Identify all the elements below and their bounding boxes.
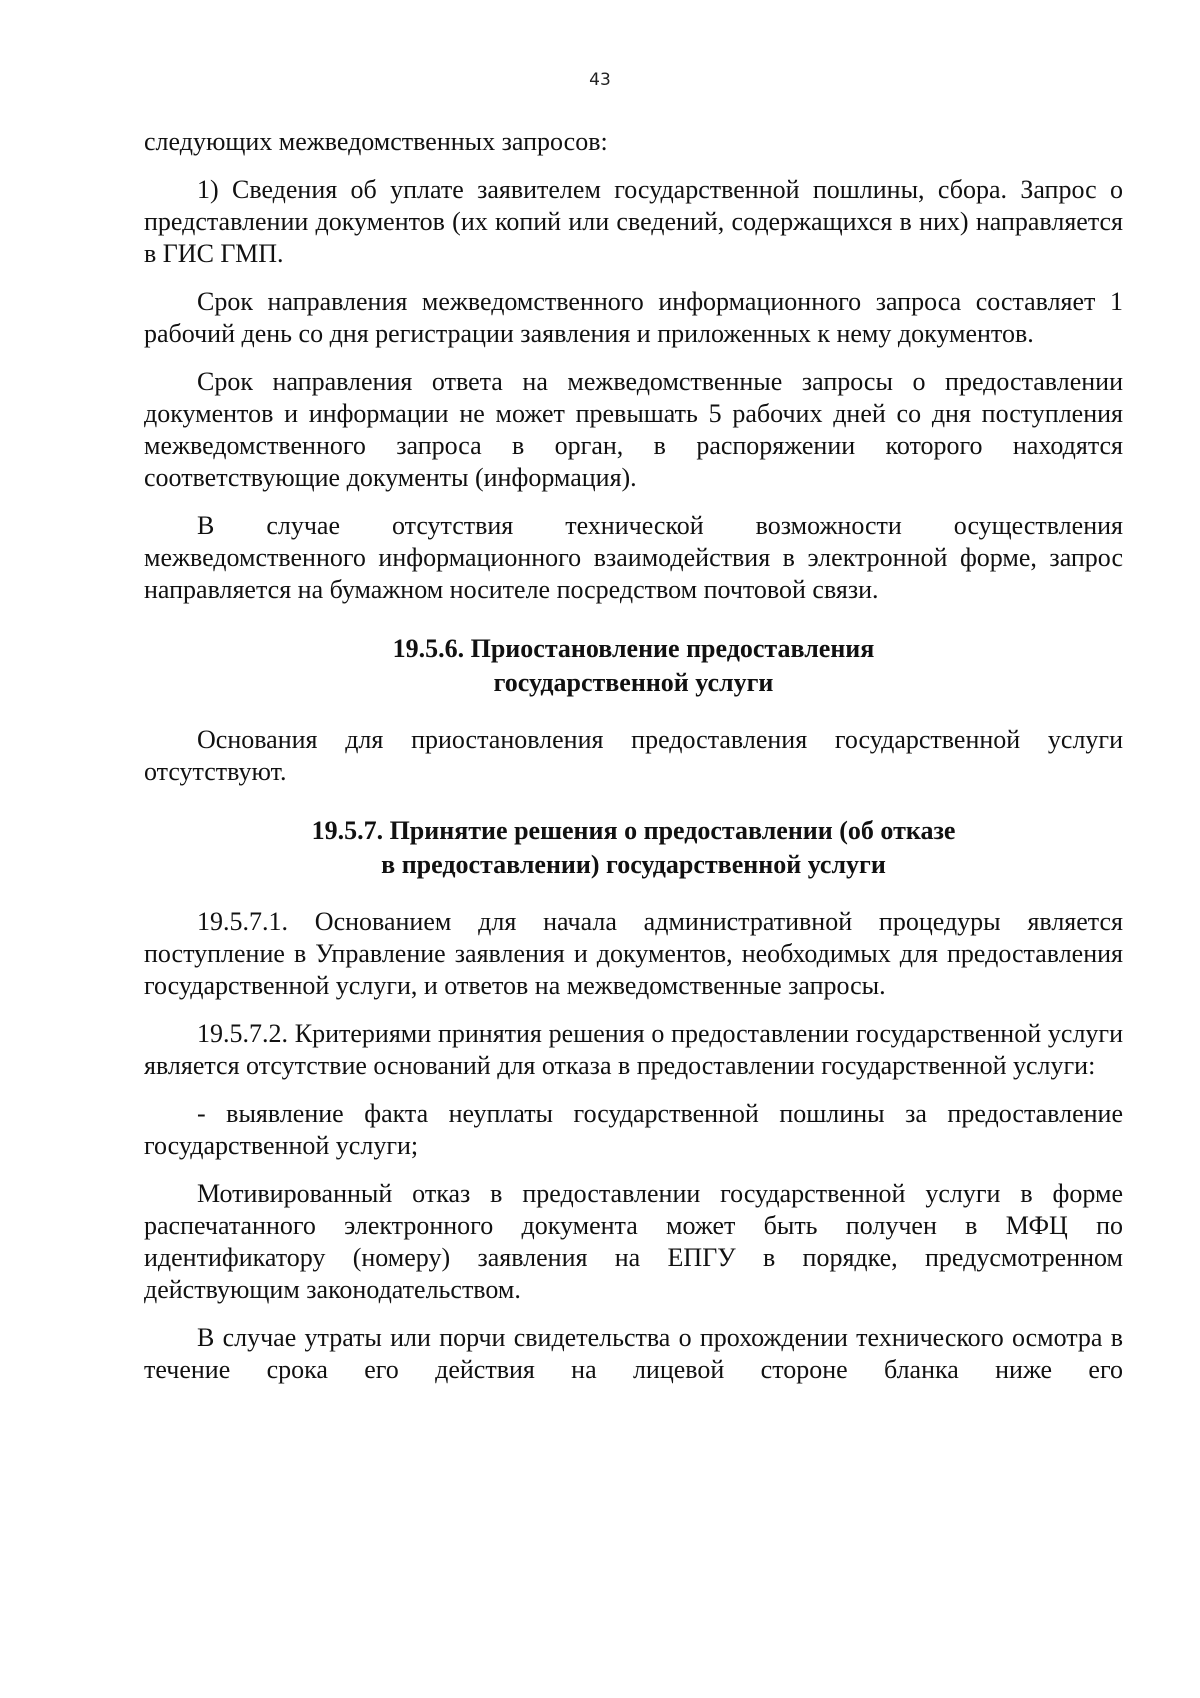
heading-line: 19.5.6. Приостановление предоставления [392, 634, 875, 663]
heading-line: 19.5.7. Принятие решения о предоставлении (об отказе [311, 816, 956, 845]
paragraph-item-1: 1) Сведения об уплате заявителем государственной пошлины, сбора. Запрос о представлении документов (их копий или сведений, содержащихся в них) направляется в ГИС ГМП. [144, 175, 1123, 268]
paragraph-certificate-loss: В случае утраты или порчи свидетельства о прохождении технического осмотра в течение срока его действия на лицевой стороне бланка ниже его [144, 1323, 1123, 1384]
paragraph-refusal-criterion: - выявление факта неуплаты государственной пошлины за предоставление государственной услуги; [144, 1099, 1123, 1160]
page-number: 43 [589, 70, 611, 90]
section-heading-19-5-6 [144, 632, 1123, 700]
document-body [144, 126, 1123, 1386]
section-heading-19-5-7 [144, 814, 1123, 882]
paragraph-19-5-7-2: 19.5.7.2. Критериями принятия решения о предоставлении государственной услуги является отсутствие оснований для отказа в предоставлении государственной услуги: [144, 1019, 1123, 1080]
paragraph-paper-request: В случае отсутствия технической возможности осуществления межведомственного информационного взаимодействия в электронной форме, запрос направляется на бумажном носителе посредством почтовой связи. [144, 511, 1123, 604]
paragraph-request-term: Срок направления межведомственного информационного запроса составляет 1 рабочий день со дня регистрации заявления и приложенных к нему документов. [144, 287, 1123, 348]
paragraph-response-term: Срок направления ответа на межведомственные запросы о предоставлении документов и информации не может превышать 5 рабочих дней со дня поступления межведомственного запроса в орган, в распоряжении которого находятся соответствующие документы (информация). [144, 367, 1123, 492]
paragraph-motivated-refusal: Мотивированный отказ в предоставлении государственной услуги в форме распечатанного электронного документа может быть получен в МФЦ по идентификатору (номеру) заявления на ЕПГУ в порядке, предусмотренном действующим законодательством. [144, 1179, 1123, 1304]
heading-line: государственной услуги [493, 668, 774, 697]
paragraph-suspension: Основания для приостановления предоставления государственной услуги отсутствуют. [144, 725, 1123, 786]
paragraph-continuation: следующих межведомственных запросов: [144, 127, 608, 156]
heading-line: в предоставлении) государственной услуги [381, 850, 886, 879]
paragraph-19-5-7-1: 19.5.7.1. Основанием для начала административной процедуры является поступление в Управление заявления и документов, необходимых для предоставления государственной услуги, и ответов на межведомственные запросы. [144, 907, 1123, 1000]
